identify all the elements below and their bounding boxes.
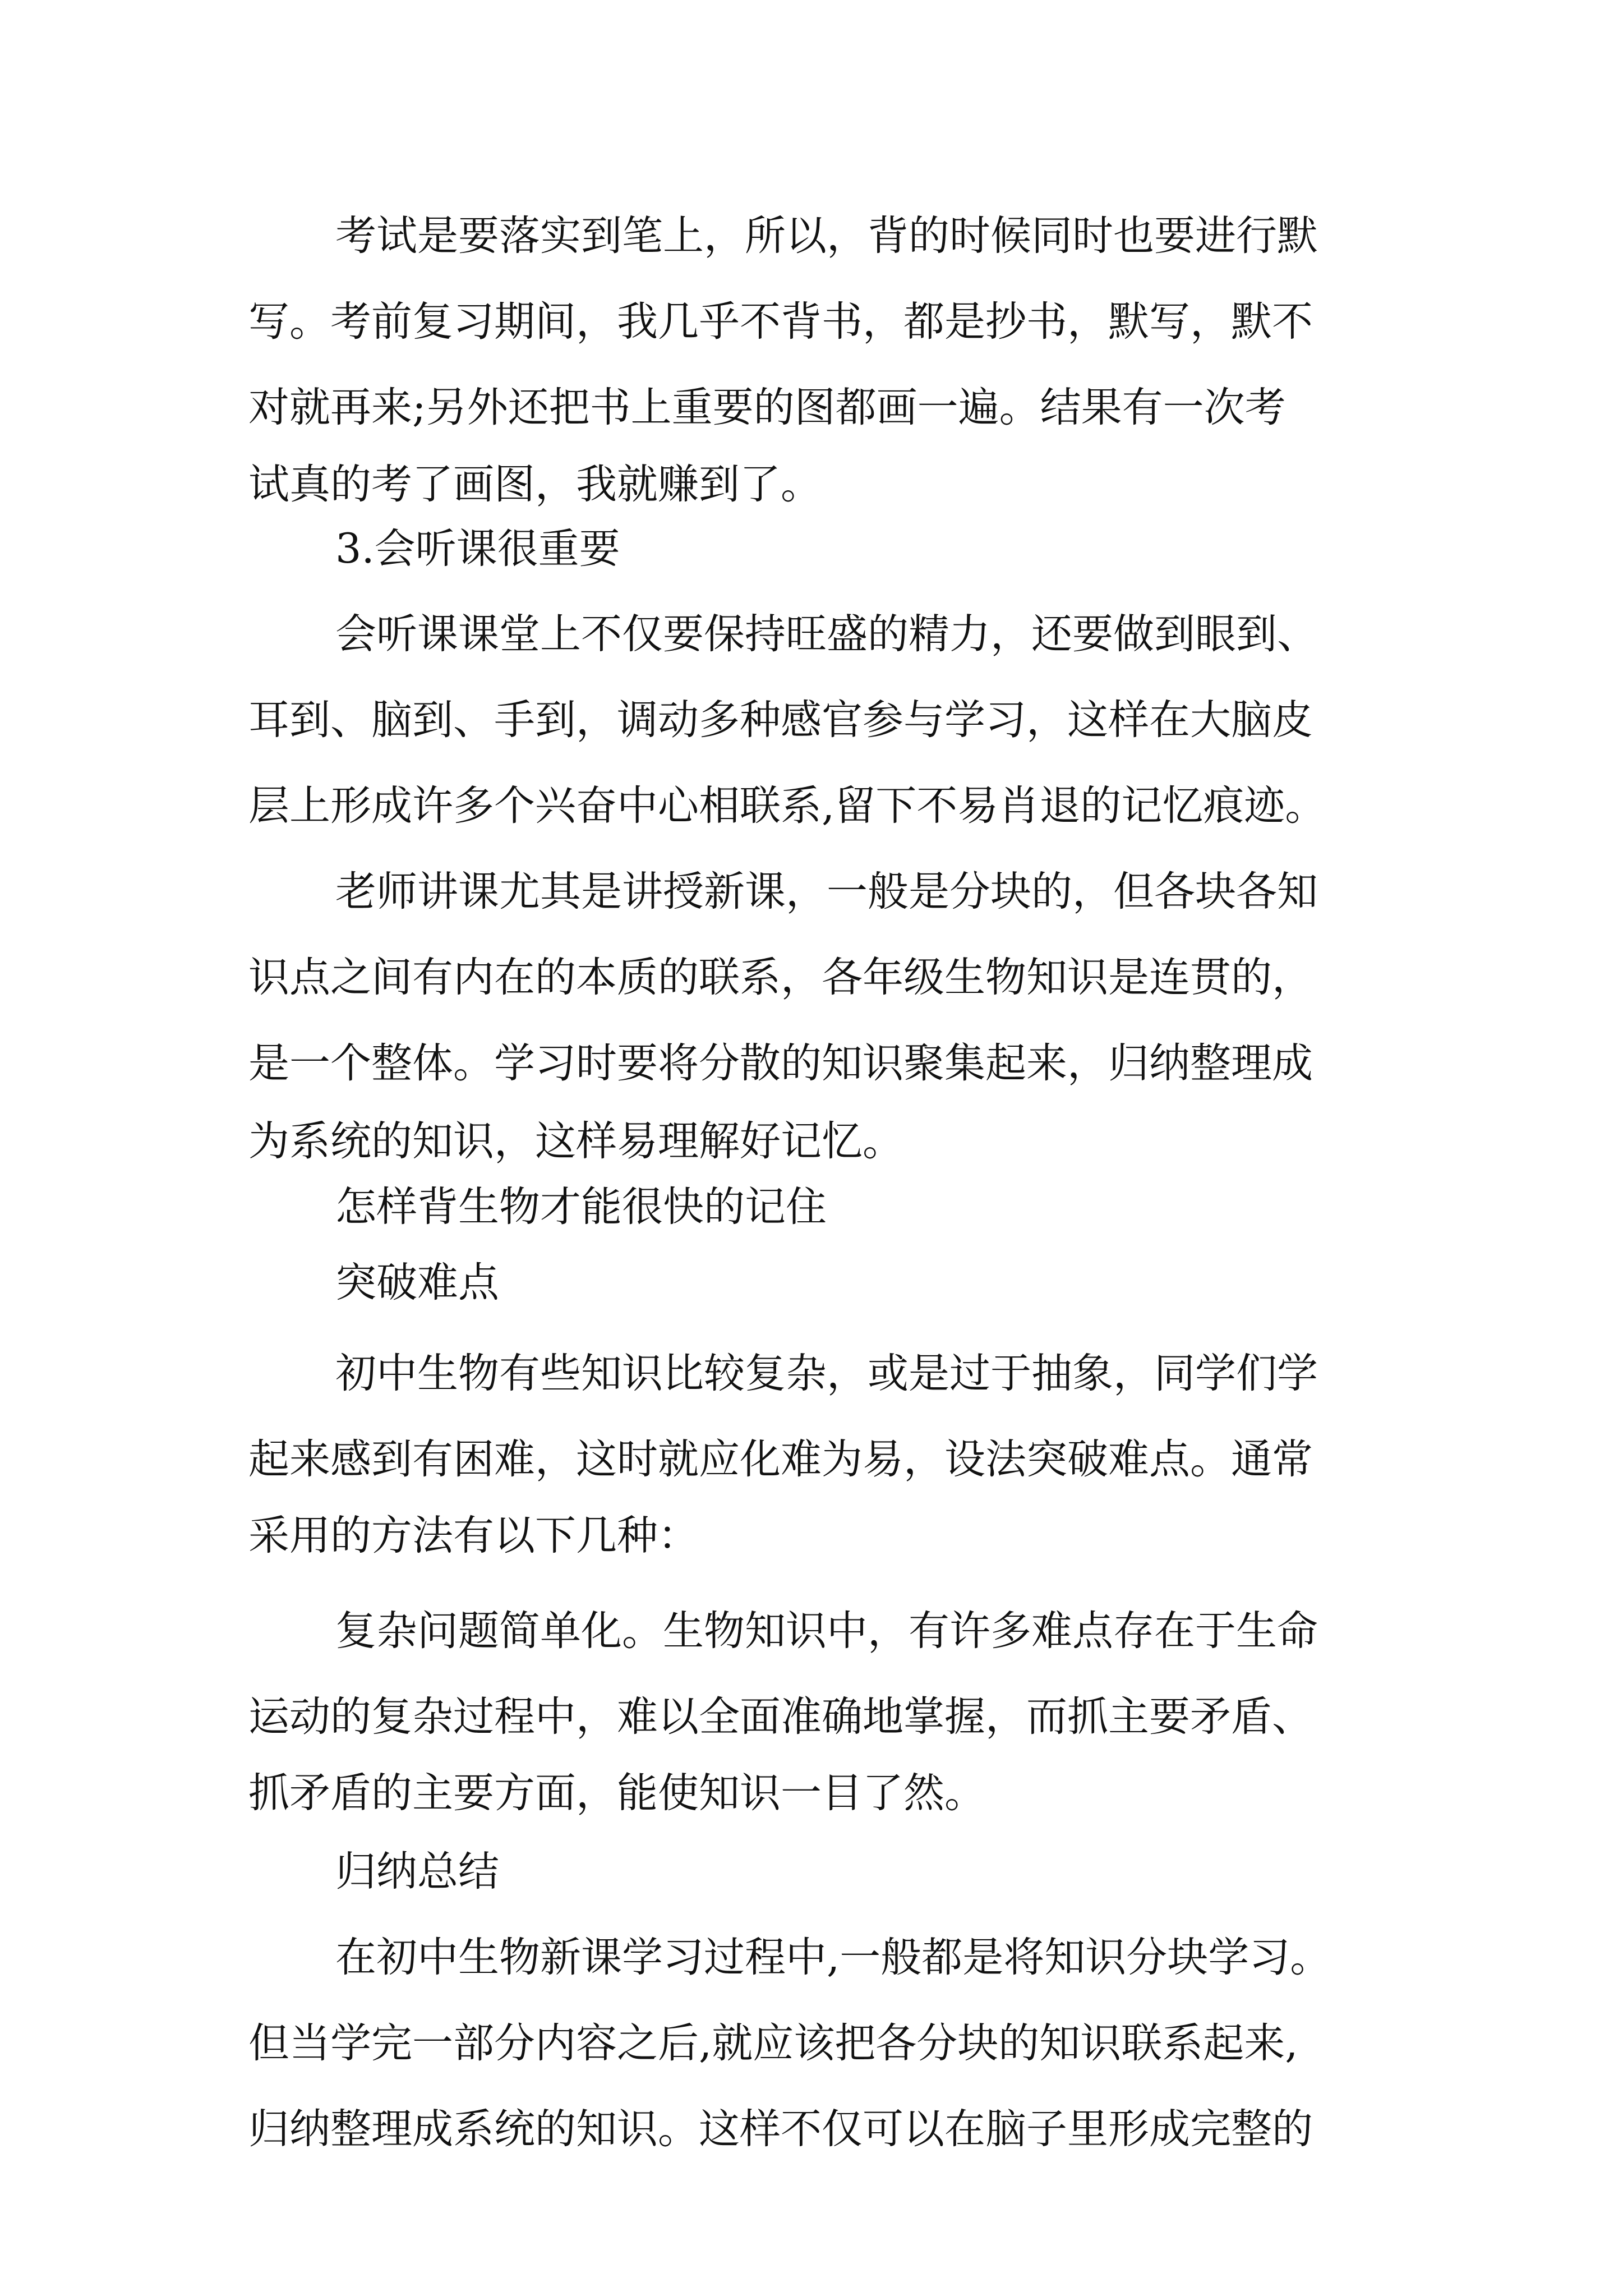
text-line: 考试是要落实到笔上，所以，背的时候同时也要进行默: [335, 212, 1318, 260]
text-line: 在初中生物新课学习过程中,一般都是将知识分块学习。: [335, 1934, 1331, 1981]
text-line: 采用的方法有以下几种：: [248, 1512, 699, 1559]
text-line: 起来感到有困难，这时就应化难为易，设法突破难点。通常: [248, 1435, 1313, 1483]
text-line: 试真的考了画图，我就赚到了。: [248, 461, 822, 508]
text-line: 耳到、脑到、手到，调动多种感官参与学习，这样在大脑皮: [248, 696, 1313, 744]
text-line: 初中生物有些知识比较复杂，或是过于抽象，同学们学: [335, 1350, 1318, 1397]
text-line: 写。考前复习期间，我几乎不背书，都是抄书，默写，默不: [248, 298, 1313, 346]
text-line: 会听课课堂上不仅要保持旺盛的精力，还要做到眼到、: [335, 610, 1318, 658]
section-heading: 突破难点: [335, 1259, 499, 1306]
text-line: 抓矛盾的主要方面，能使知识一目了然。: [248, 1769, 985, 1817]
text-line: 老师讲课尤其是讲授新课，一般是分块的，但各块各知: [335, 868, 1318, 915]
text-line: 对就再来;另外还把书上重要的图都画一遍。结果有一次考: [248, 384, 1286, 431]
text-line: 运动的复杂过程中，难以全面准确地掌握，而抓主要矛盾、: [248, 1693, 1313, 1741]
text-line: 层上形成许多个兴奋中心相联系,留下不易肖退的记忆痕迹。: [248, 782, 1326, 830]
text-line: 归纳整理成系统的知识。这样不仅可以在脑子里形成完整的: [248, 2105, 1313, 2153]
section-heading: 3.会听课很重要: [335, 525, 620, 573]
section-heading: 归纳总结: [335, 1848, 499, 1895]
text-line: 识点之间有内在的本质的联系，各年级生物知识是连贯的，: [248, 954, 1313, 1001]
section-heading: 怎样背生物才能很快的记住: [335, 1183, 827, 1231]
text-line: 复杂问题简单化。生物知识中，有许多难点存在于生命: [335, 1607, 1318, 1655]
text-line: 是一个整体。学习时要将分散的知识聚集起来，归纳整理成: [248, 1039, 1313, 1087]
text-line: 为系统的知识，这样易理解好记忆。: [248, 1117, 903, 1165]
text-line: 但当学完一部分内容之后,就应该把各分块的知识联系起来,: [248, 2019, 1298, 2067]
